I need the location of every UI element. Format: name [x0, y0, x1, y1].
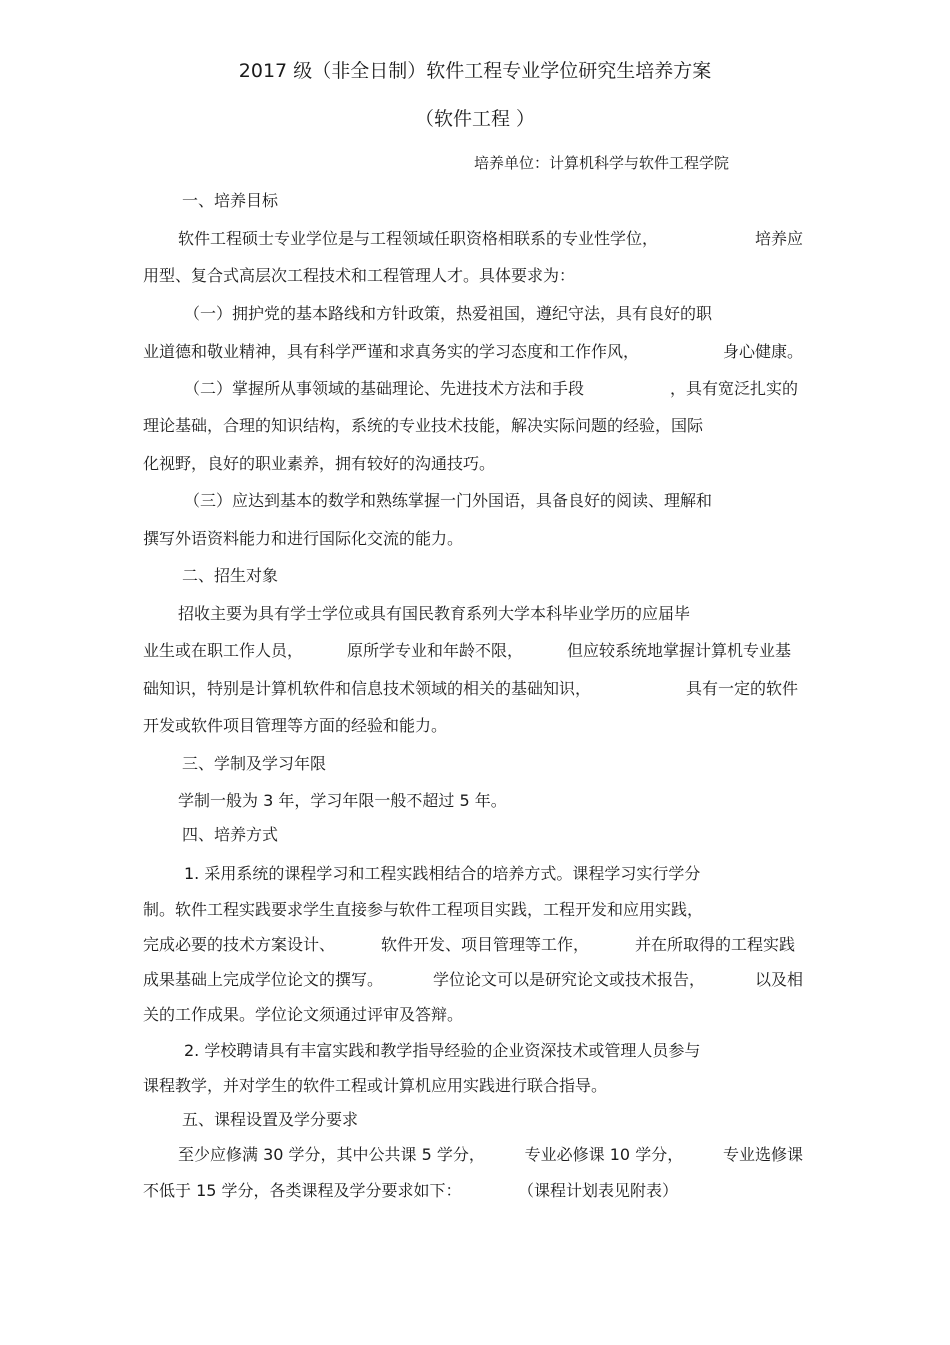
list-item-line: （三）应达到基本的数学和熟练掌握一门外国语，具备良好的阅读、理解和 — [184, 491, 713, 510]
section-heading-duration: 三、学制及学习年限 — [182, 754, 327, 773]
text-segment: 至少应修满 30 学分，其中公共课 5 学分， — [178, 1145, 485, 1164]
paragraph-line — [143, 677, 798, 701]
list-item-line — [143, 340, 803, 364]
section-heading-training-mode: 四、培养方式 — [182, 825, 279, 844]
paragraph-line: 课程教学，并对学生的软件工程或计算机应用实践进行联合指导。 — [143, 1076, 608, 1095]
document-subtitle: （软件工程 ） — [414, 108, 536, 130]
list-item-line: 撰写外语资料能力和进行国际化交流的能力。 — [143, 529, 464, 548]
paragraph-line: 开发或软件项目管理等方面的经验和能力。 — [143, 716, 448, 735]
text-segment: （二）掌握所从事领域的基础理论、先进技术方法和手段 — [184, 379, 585, 398]
text-segment: 业道德和敬业精神，具有科学严谨和求真务实的学习态度和工作作风， — [143, 342, 640, 361]
document-title: 2017 级（非全日制）软件工程专业学位研究生培养方案 — [238, 60, 712, 82]
paragraph-line — [143, 933, 795, 957]
paragraph-line — [143, 968, 803, 992]
paragraph-line — [178, 227, 803, 251]
text-segment: 软件开发、项目管理等工作， — [380, 935, 589, 954]
paragraph-line: 制。软件工程实践要求学生直接参与软件工程项目实践，工程开发和应用实践， — [143, 900, 704, 919]
text-segment: 专业必修课 10 学分， — [524, 1145, 684, 1164]
paragraph-line — [178, 1143, 803, 1167]
text-segment: 完成必要的技术方案设计、 — [143, 935, 336, 954]
paragraph-line: 用型、复合式高层次工程技术和工程管理人才。具体要求为： — [143, 266, 576, 285]
list-item-line: 化视野，良好的职业素养，拥有较好的沟通技巧。 — [143, 454, 496, 473]
list-item-line: 理论基础，合理的知识结构，系统的专业技术技能，解决实际问题的经验，国际 — [143, 416, 704, 435]
text-segment: 但应较系统地掌握计算机专业基 — [566, 641, 791, 660]
text-segment: 专业选修课 — [722, 1145, 803, 1164]
paragraph-line — [143, 639, 791, 663]
text-segment: 成果基础上完成学位论文的撰写。 — [143, 970, 384, 989]
text-segment: 学位论文可以是研究论文或技术报告， — [432, 970, 705, 989]
paragraph-line — [143, 1179, 678, 1203]
paragraph-line: 学制一般为 3 年，学习年限一般不超过 5 年。 — [178, 791, 507, 810]
text-segment: 培养应 — [754, 229, 803, 248]
paragraph-line: 招收主要为具有学士学位或具有国民教育系列大学本科毕业学历的应届毕 — [178, 604, 691, 623]
section-heading-enrollment: 二、招生对象 — [182, 566, 279, 585]
section-heading-courses: 五、课程设置及学分要求 — [182, 1110, 359, 1129]
text-segment: （课程计划表见附表） — [517, 1181, 678, 1200]
paragraph-line: 关的工作成果。学位论文须通过评审及答辩。 — [143, 1005, 464, 1024]
list-item-line: （一）拥护党的基本路线和方针政策，热爱祖国，遵纪守法，具有良好的职 — [184, 304, 713, 323]
text-segment: 不低于 15 学分，各类课程及学分要求如下： — [143, 1181, 462, 1200]
text-segment: 础知识，特别是计算机软件和信息技术领域的相关的基础知识， — [143, 679, 592, 698]
section-heading-objectives: 一、培养目标 — [182, 191, 279, 210]
text-segment: 具有一定的软件 — [685, 679, 798, 698]
list-item-line — [184, 377, 798, 401]
text-segment: 业生或在职工作人员， — [143, 641, 304, 660]
paragraph-line: 1. 采用系统的课程学习和工程实践相结合的培养方式。课程学习实行学分 — [184, 864, 701, 883]
text-segment: ，具有宽泛扎实的 — [669, 379, 798, 398]
text-segment: 以及相 — [754, 970, 803, 989]
text-segment: 身心健康。 — [722, 342, 803, 361]
training-unit: 培养单位：计算机科学与软件工程学院 — [474, 154, 730, 172]
text-segment: 原所学专业和年龄不限， — [346, 641, 523, 660]
text-segment: 并在所取得的工程实践 — [634, 935, 795, 954]
paragraph-line: 2. 学校聘请具有丰富实践和教学指导经验的企业资深技术或管理人员参与 — [184, 1041, 701, 1060]
text-segment: 软件工程硕士专业学位是与工程领域任职资格相联系的专业性学位， — [178, 229, 659, 248]
